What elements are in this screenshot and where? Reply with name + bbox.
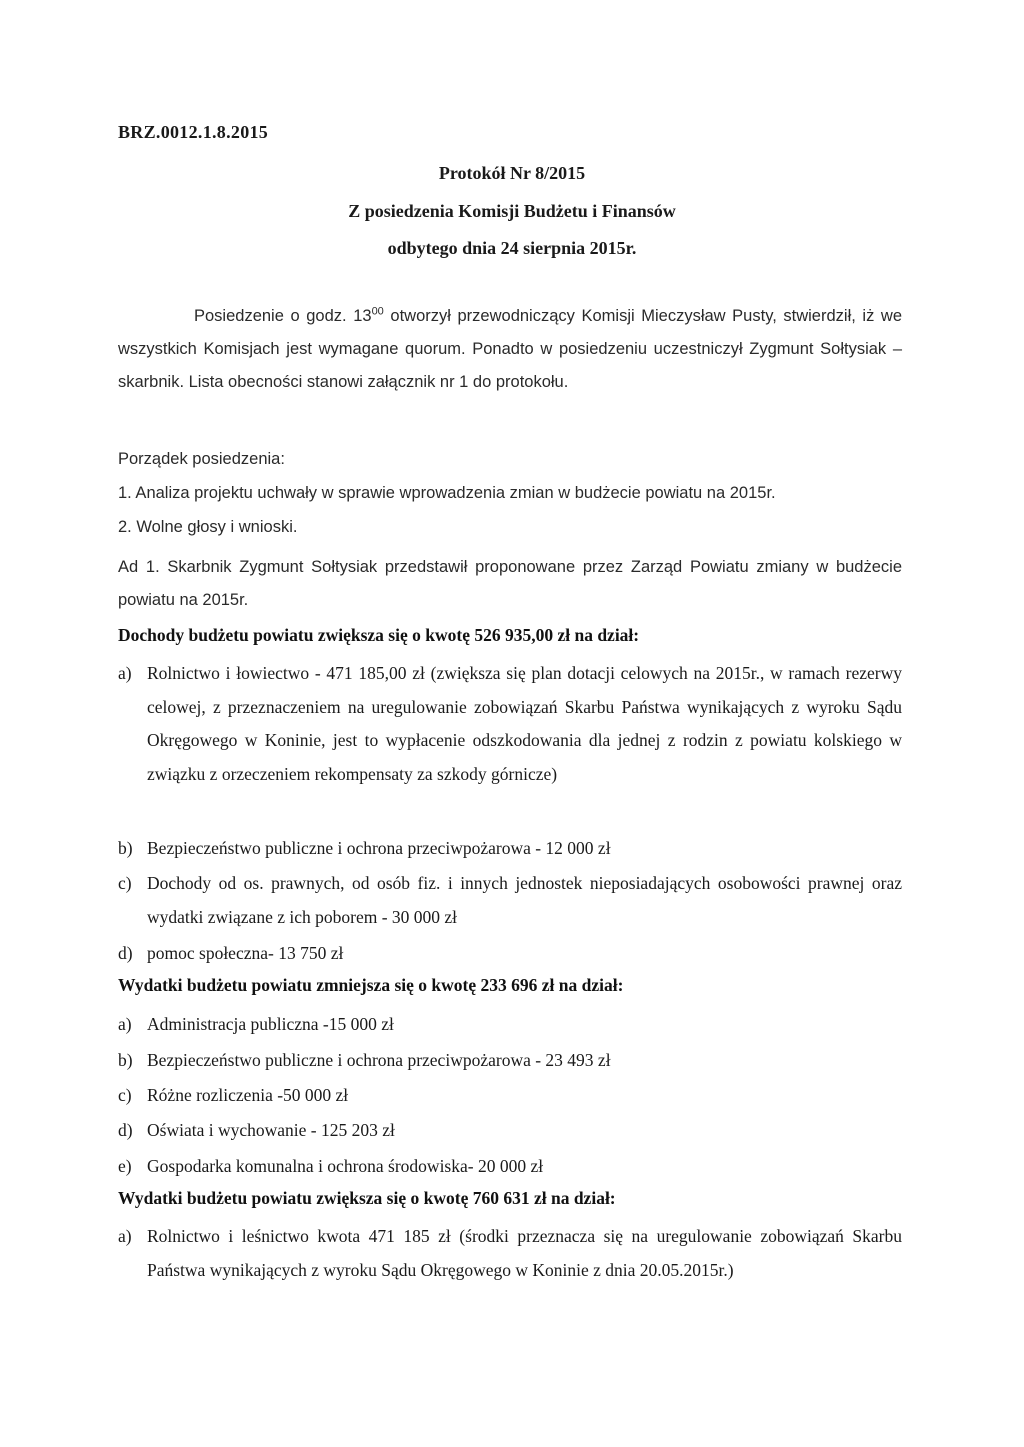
intro-part-1: Posiedzenie o godz. 13 (194, 307, 372, 325)
expense-increase-heading: Wydatki budżetu powiatu zwiększa się o kwotę 760 631 zł na dział: (118, 1188, 616, 1208)
list-marker: a) (118, 1014, 132, 1034)
list-marker: d) (118, 943, 133, 963)
list-marker: c) (118, 1085, 132, 1105)
expense-decrease-heading: Wydatki budżetu powiatu zmniejsza się o kwotę 233 696 zł na dział: (118, 975, 624, 995)
intro-time-superscript: 00 (371, 305, 384, 318)
list-item-text: Gospodarka komunalna i ochrona środowiska- 20 000 zł (147, 1156, 544, 1176)
ad1-paragraph: Ad 1. Skarbnik Zygmunt Sołtysiak przedstawił proponowane przez Zarząd Powiatu zmiany w budżecie powiatu na 2015r. (118, 558, 902, 609)
list-marker: a) (118, 663, 132, 683)
expense-decrease-item-e (118, 1150, 902, 1184)
list-item-text: Administracja publiczna -15 000 zł (147, 1014, 394, 1034)
list-marker: a) (118, 1226, 132, 1246)
list-marker: b) (118, 838, 133, 858)
expense-decrease-item-a (118, 1008, 902, 1042)
income-item-d (118, 937, 902, 971)
list-item-text: pomoc społeczna- 13 750 zł (147, 943, 344, 963)
document-id: BRZ.0012.1.8.2015 (118, 122, 269, 142)
list-item-text: Dochody od os. prawnych, od osób fiz. i innych jednostek nieposiadających osobowości prawnej oraz wydatki związane z ich poborem - 30 000 zł (147, 873, 902, 927)
expense-decrease-item-d (118, 1114, 902, 1148)
list-item-text: Bezpieczeństwo publiczne i ochrona przeciwpożarowa - 12 000 zł (147, 838, 611, 858)
list-item-text: Rolnictwo i leśnictwo kwota 471 185 zł (środki przeznacza się na uregulowanie zobowiązań Skarbu Państwa wynikających z wyroku Sądu Okręgowego w Koninie z dnia 20.05.2015r.) (147, 1226, 902, 1280)
list-item-text: Oświata i wychowanie - 125 203 zł (147, 1120, 395, 1140)
income-item-b (118, 832, 902, 866)
expense-decrease-item-c (118, 1079, 902, 1113)
income-item-a (118, 657, 902, 791)
title-line-2: Z posiedzenia Komisji Budżetu i Finansów (348, 201, 676, 221)
list-item-text: Bezpieczeństwo publiczne i ochrona przeciwpożarowa - 23 493 zł (147, 1050, 611, 1070)
title-line-3: odbytego dnia 24 sierpnia 2015r. (387, 238, 637, 258)
intro-part-2: otworzył przewodniczący Komisji Mieczysław Pusty, stwierdził, iż we wszystkich Komisjach jest wymagane quorum. Ponadto w posiedzeniu uczestniczył Zygmunt Sołtysiak – skarbnik. Lista obecności stanowi załącznik nr 1 do protokołu. (118, 307, 903, 391)
agenda-item-2: 2. Wolne głosy i wnioski. (118, 518, 298, 536)
list-marker: d) (118, 1120, 133, 1140)
list-marker: b) (118, 1050, 133, 1070)
list-marker: e) (118, 1156, 132, 1176)
list-marker: c) (118, 873, 132, 893)
income-item-c (118, 867, 902, 934)
expense-decrease-item-b (118, 1044, 902, 1078)
intro-paragraph (118, 300, 902, 399)
expense-increase-item-a (118, 1220, 902, 1287)
list-item-text: Różne rozliczenia -50 000 zł (147, 1085, 349, 1105)
agenda-item-1: 1. Analiza projektu uchwały w sprawie wprowadzenia zmian w budżecie powiatu na 2015r. (118, 484, 776, 502)
agenda-heading: Porządek posiedzenia: (118, 450, 285, 468)
list-item-text: Rolnictwo i łowiectwo - 471 185,00 zł (zwiększa się plan dotacji celowych na 2015r., w ramach rezerwy celowej, z przeznaczeniem na uregulowanie zobowiązań Skarbu Państwa wynikających z wyroku Sądu Okręgowego w Koninie, jest to wypłacenie odszkodowania dla jednej z rodzin z powiatu kolskiego w związku z orzeczeniem rekompensaty za szkody górnicze) (147, 663, 902, 784)
income-heading: Dochody budżetu powiatu zwiększa się o kwotę 526 935,00 zł na dział: (118, 625, 640, 645)
title-line-1: Protokół Nr 8/2015 (438, 163, 586, 183)
